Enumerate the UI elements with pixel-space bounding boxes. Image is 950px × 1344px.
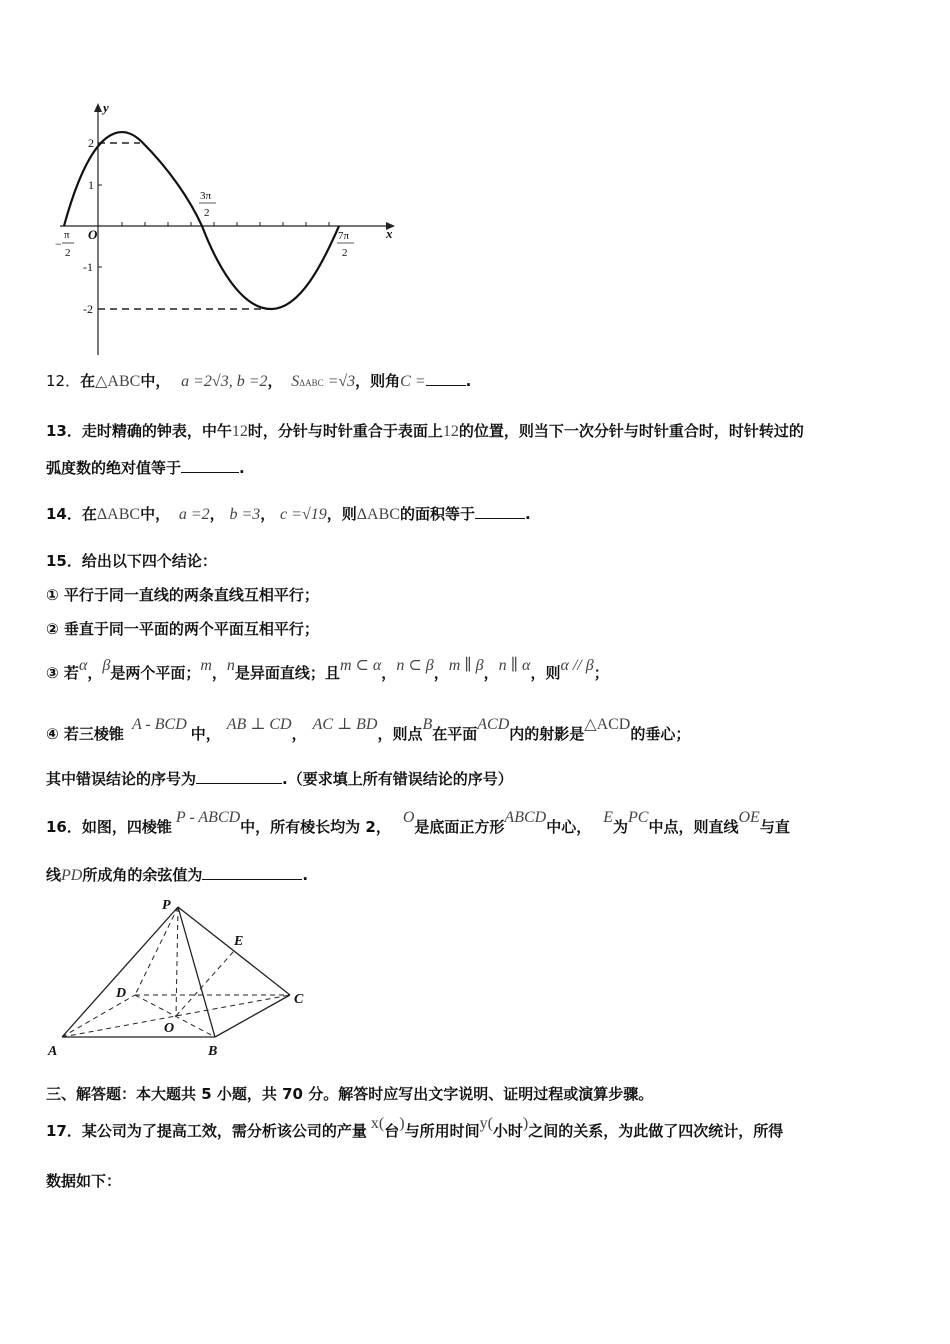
- section-3-heading: 三、解答题：本大题共 5 小题，共 70 分。解答时应写出文字说明、证明过程或演算步骤。: [46, 1085, 654, 1103]
- pyramid-figure: [40, 895, 320, 1065]
- y-tick-neg2: -2: [83, 302, 93, 316]
- question-15-conclusion-1: ① 平行于同一直线的两条直线互相平行；: [46, 586, 319, 604]
- origin-label: O: [88, 227, 98, 242]
- answer-blank-13[interactable]: [181, 458, 239, 473]
- answer-blank-15[interactable]: [196, 769, 282, 784]
- vertex-A: A: [48, 1044, 58, 1059]
- question-15-conclusion-4: ④ 若三棱锥A - BCD中，AB ⊥ CD，AC ⊥ BD，则点B在平面ACD内的射影是△ACD的垂心；: [46, 716, 691, 743]
- answer-blank-14[interactable]: [475, 504, 525, 519]
- question-12: 12．在△ABC中， a =2√3, b =2， SΔABC =√3，则角C = .: [46, 372, 472, 390]
- x-label-mid-den: 2: [204, 207, 210, 219]
- x-label-left-sign: −: [55, 237, 62, 251]
- x-label-left-den: 2: [65, 247, 71, 259]
- question-17-line1: 17．某公司为了提高工效，需分析该公司的产量 x(台)与所用时间y(小时)之间的关系，为此做了四次统计，所得: [46, 1115, 784, 1140]
- vertex-E: E: [234, 934, 244, 949]
- x-axis-label: x: [386, 226, 393, 241]
- question-16-line2: 线PD所成角的余弦值为 .: [46, 866, 309, 884]
- x-label-left-num: π: [64, 229, 70, 241]
- question-15-tail: 其中错误结论的序号为 .（要求填上所有错误结论的序号）: [46, 770, 513, 788]
- question-13-line1: 13．走时精确的钟表，中午12时，分针与时针重合于表面上12的位置，则当下一次分针与时针重合时，时针转过的: [46, 422, 804, 440]
- vertex-B: B: [208, 1044, 218, 1059]
- sine-graph: [50, 100, 410, 360]
- question-15-conclusion-2: ② 垂直于同一平面的两个平面互相平行；: [46, 620, 319, 638]
- vertex-C: C: [294, 992, 304, 1007]
- answer-blank-12[interactable]: [426, 371, 466, 386]
- question-17-line2: 数据如下：: [46, 1172, 122, 1190]
- y-tick-neg1: -1: [83, 260, 93, 274]
- y-axis-label: y: [103, 100, 109, 115]
- y-tick-1: 1: [88, 178, 94, 192]
- x-label-right-den: 2: [342, 247, 348, 259]
- x-label-mid-num: 3π: [200, 190, 212, 202]
- vertex-P: P: [162, 898, 171, 913]
- y-tick-2: 2: [88, 136, 94, 150]
- question-14: 14．在ΔABC中， a =2， b =3， c =√19，则ΔABC的面积等于 .: [46, 505, 531, 523]
- vertex-O: O: [164, 1021, 175, 1036]
- x-label-right-num: 7π: [338, 230, 350, 242]
- question-15-head: 15．给出以下四个结论：: [46, 552, 217, 570]
- question-16-line1: 16．如图，四棱锥P - ABCD中，所有棱长均为 2，O是底面正方形ABCD中心，E为PC中点，则直线OE与直: [46, 809, 790, 836]
- question-15-conclusion-3: ③ 若α，β是两个平面；m，n是异面直线；且m ⊂ α，n ⊂ β，m ∥ β，n ∥ α，则α // β；: [46, 657, 609, 682]
- answer-blank-16[interactable]: [202, 865, 302, 880]
- question-13-line2: 弧度数的绝对值等于 .: [46, 459, 245, 477]
- vertex-D: D: [116, 986, 127, 1001]
